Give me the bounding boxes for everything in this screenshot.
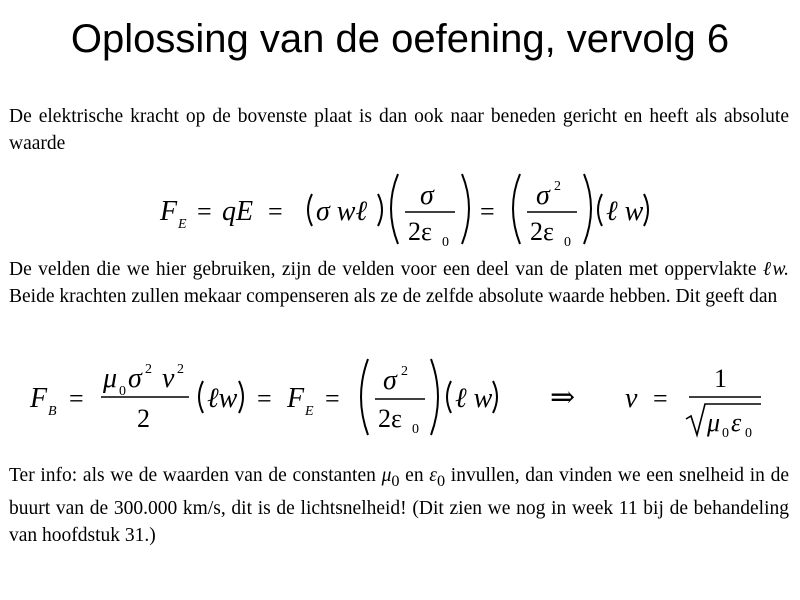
eq1-num2: σ [536, 180, 550, 211]
paragraph-text: invullen, dan vinden we een snelheid in de buurt van de 300.000 km/s, dit is de lichtsnelheid! (Dit zien we nog in week 11 bij de behandeling van hoofdstuk 31.) [9, 465, 789, 546]
eq2-equals-2: = [257, 384, 272, 413]
eq1-den2: 2ε [530, 217, 554, 246]
eq2-mid: F [287, 383, 305, 414]
eq1-paren-left-4 [598, 194, 602, 226]
eq1-lhs: F [160, 196, 178, 227]
eq1-lhs-sub: E [178, 217, 187, 232]
area-symbol: ℓw. [762, 259, 789, 280]
paragraph-fields [9, 256, 789, 310]
eq2-area: ℓw [207, 383, 238, 414]
eq1-equals-2: = [268, 197, 283, 226]
eq1-equals-1: = [197, 197, 212, 226]
eq1-paren-right-4 [644, 194, 648, 226]
eq1-den2-sub: 0 [564, 235, 571, 250]
eq2-v: v [625, 383, 638, 414]
eq1-area: ℓ w [606, 196, 644, 227]
eq2-lhs: F [30, 383, 48, 414]
eq1-factor: σ wℓ [316, 196, 368, 227]
eq1-paren-right-1 [378, 194, 382, 226]
epsilon-symbol: ε [429, 465, 437, 486]
eq2-paren-right-3 [493, 381, 497, 413]
eq2-sqrt-mu: μ [707, 408, 721, 437]
eq1-paren-left-1 [308, 194, 312, 226]
eq2-one: 1 [714, 364, 727, 393]
paragraph-text: De elektrische kracht op de bovenste plaat is dan ook naar beneden gericht en heeft als absolute waarde [9, 106, 789, 154]
eq2-area2: ℓ w [455, 383, 493, 414]
eq1-den1: 2ε [408, 217, 432, 246]
eq1-paren-right-2 [462, 174, 469, 244]
eq2-equals-3: = [325, 384, 340, 413]
eq2-den: 2 [137, 404, 150, 433]
paragraph-text: en [399, 465, 430, 486]
eq2-sqrt-eps-sub: 0 [745, 426, 752, 441]
eq2-num-mu: μ [103, 363, 118, 394]
paragraph-info [9, 462, 789, 549]
slide-title: Oplossing van de oefening, vervolg 6 [70, 17, 730, 61]
epsilon-subscript: 0 [436, 471, 446, 490]
eq1-num1: σ [420, 180, 434, 211]
implies-arrow: ⇒ [550, 381, 576, 414]
eq2-paren-right-1 [239, 381, 243, 413]
eq2-num-sigma: σ [128, 363, 142, 394]
eq1-equals-3: = [480, 197, 495, 226]
eq2-den2-sub: 0 [412, 422, 419, 437]
mu-symbol: μ [381, 465, 392, 486]
eq1-paren-right-3 [584, 174, 591, 244]
eq1-den1-sub: 0 [442, 235, 449, 250]
paragraph-text: Beide krachten zullen mekaar compenseren als ze de zelfde absolute waarde hebben. Dit geeft dan [9, 286, 778, 307]
eq1-paren-left-3 [513, 174, 520, 244]
eq2-num-sigma-sup: 2 [145, 362, 152, 377]
eq2-equals-1: = [69, 384, 84, 413]
eq1-paren-left-2 [391, 174, 398, 244]
paragraph-electric-force [9, 103, 789, 157]
eq2-mid-sub: E [305, 404, 314, 419]
eq2-num-v: v [162, 363, 175, 394]
eq2-paren-left-2 [361, 359, 368, 435]
eq2-num-mu-sub: 0 [119, 384, 126, 399]
mu-subscript: 0 [391, 471, 400, 490]
eq2-num2-sup: 2 [401, 364, 408, 379]
eq1-num2-sup: 2 [554, 179, 561, 194]
eq2-sqrt-eps: ε [731, 408, 742, 437]
eq2-num-v-sup: 2 [177, 362, 184, 377]
eq1-qE: qE [222, 196, 254, 227]
eq2-paren-right-2 [431, 359, 438, 435]
paragraph-text: De velden die we hier gebruiken, zijn de velden voor een deel van de platen met oppervlakte [9, 259, 763, 280]
eq2-den2: 2ε [378, 404, 402, 433]
paragraph-text: Ter info: als we de waarden van de constanten [9, 465, 382, 486]
equation-force-balance [25, 355, 785, 445]
eq2-lhs-sub: B [48, 404, 57, 419]
eq2-sqrt-mu-sub: 0 [722, 426, 729, 441]
eq2-equals-4: = [653, 384, 668, 413]
eq2-paren-left-1 [199, 381, 203, 413]
eq2-paren-left-3 [447, 381, 451, 413]
eq2-num2: σ [383, 365, 397, 396]
equation-electric-force [150, 170, 670, 250]
